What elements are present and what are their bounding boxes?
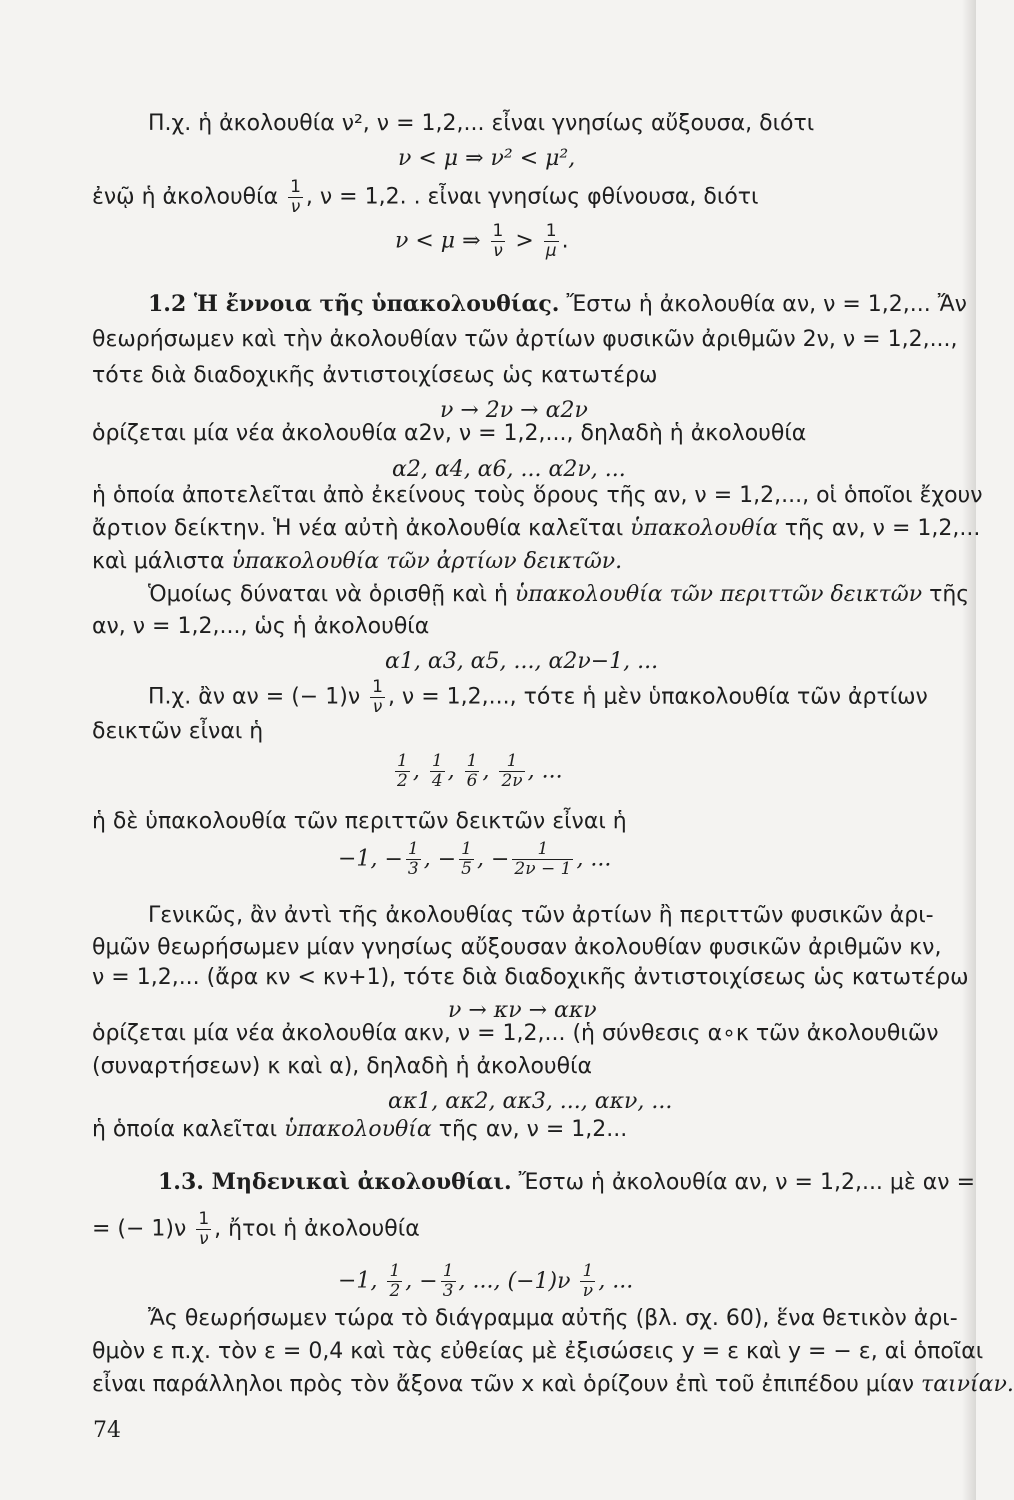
- formula-line: [338, 1262, 633, 1301]
- text-span: τῆς αν, ν = 1,2...: [438, 1117, 628, 1142]
- fraction-denominator: ν: [198, 1229, 209, 1249]
- text-line: [148, 290, 967, 319]
- fraction-numerator: 1: [499, 752, 524, 772]
- term-separator: ,: [458, 1268, 473, 1294]
- term-separator: ,: [370, 1268, 385, 1294]
- text-span: >: [515, 228, 534, 254]
- fraction: [512, 840, 573, 879]
- text-span: Ἔστω ἡ ἀκολουθία αν, ν = 1,2,... Ἄν: [566, 292, 967, 317]
- formula-line: [338, 840, 611, 879]
- fraction-denominator: 4: [431, 771, 443, 791]
- section-heading: 1.2 Ἡ ἔννοια τῆς ὑπακολουθίας.: [148, 291, 560, 317]
- sequence-term: ...: [472, 1268, 494, 1294]
- text-line: ἡ δὲ ὑπακολουθία τῶν περιττῶν δεικτῶν εἶναι ἡ: [92, 809, 627, 834]
- term-separator: ,: [423, 846, 438, 872]
- fraction: [441, 1262, 456, 1301]
- text-line: θμῶν θεωρήσωμεν μίαν γνησίως αὔξουσαν ἀκολουθίαν φυσικῶν ἀριθμῶν κν,: [92, 935, 942, 960]
- fraction-denominator: 6: [466, 771, 478, 791]
- text-line: [92, 548, 622, 576]
- fraction-denominator: μ: [545, 241, 557, 261]
- fraction-denominator: 2: [397, 771, 408, 791]
- sequence-term: [427, 751, 448, 791]
- text-span: τῆς: [929, 582, 970, 607]
- text-line: θμὸν ε π.χ. τὸν ε = 0,4 καὶ τὰς εὐθείας μὲ ἐξισώσεις y = ε καὶ y = − ε, αἱ ὁποῖαι: [92, 1339, 984, 1364]
- text-span: , ν = 1,2,..., τότε ἡ μὲν ὑπακολουθία τῶν ἀρτίων: [387, 684, 928, 710]
- sequence-term: − $\frac{1}{3}$: [419, 1261, 454, 1301]
- text-span: ν < μ ⇒: [395, 228, 481, 254]
- text-span: .: [561, 228, 569, 254]
- fraction-denominator: 3: [407, 859, 419, 879]
- fraction-numerator: 1: [290, 177, 301, 197]
- fraction: [499, 752, 524, 791]
- term-separator: ,: [370, 846, 385, 872]
- sequence-term: [392, 751, 413, 791]
- section-heading: 1.3. Μηδενικαὶ ἀκολουθίαι.: [158, 1169, 512, 1195]
- formula-line: α1, α3, α5, ..., α2ν−1, ...: [385, 649, 659, 674]
- fraction: [406, 840, 421, 879]
- formula-line: ν < μ ⇒ ν² < μ²,: [398, 146, 576, 171]
- fraction: [544, 222, 559, 261]
- fraction: [465, 752, 480, 791]
- term-separator: ,: [476, 846, 491, 872]
- fraction: [387, 1262, 402, 1301]
- fraction-numerator: 1: [466, 751, 478, 771]
- fraction-denominator: ν: [582, 1281, 594, 1301]
- term-separator: , ...: [576, 846, 612, 872]
- text-span: = (− 1)ν: [92, 1216, 187, 1242]
- fraction-numerator: 1: [431, 751, 443, 771]
- fraction: [491, 222, 506, 261]
- fraction: [395, 752, 410, 791]
- text-span: Ἔστω ἡ ἀκολουθία αν, ν = 1,2,... μὲ αν =: [518, 1170, 976, 1195]
- text-span: εἶναι παράλληλοι πρὸς τὸν ἄξονα τῶν x καὶ ὁρίζουν ἐπὶ τοῦ ἐπιπέδου μίαν: [92, 1372, 915, 1397]
- fraction-numerator: 1: [389, 1261, 401, 1281]
- fraction-denominator: 2: [389, 1281, 401, 1301]
- fraction: [580, 1262, 595, 1301]
- term-separator: ,: [405, 1268, 420, 1294]
- fraction-numerator: 1: [442, 1261, 454, 1281]
- sequence-term: − $\frac{1}{5}$: [437, 839, 472, 879]
- text-line: τότε διὰ διαδοχικῆς ἀντιστοιχίσεως ὡς κατωτέρω: [92, 363, 658, 388]
- sequence-term: − $\frac{1}{3}$: [384, 839, 419, 879]
- fraction-numerator: 1: [461, 839, 472, 859]
- fraction-denominator: ν: [290, 197, 301, 217]
- sequence-term: (−1)ν $\frac{1}{\nu}$: [507, 1261, 594, 1301]
- italic-term: ὑπακολουθία τῶν ἀρτίων δεικτῶν.: [231, 549, 623, 574]
- fraction-denominator: ν: [493, 241, 503, 261]
- sequence-term: [496, 751, 527, 791]
- text-line: [148, 678, 928, 717]
- fraction-denominator: ν: [372, 697, 383, 717]
- sequence-term: [384, 1261, 405, 1301]
- fraction-numerator: 1: [407, 839, 419, 859]
- text-span: Ὁμοίως δύναται νὰ ὁρισθῇ καὶ ἡ: [148, 582, 508, 607]
- formula-line: [395, 222, 569, 261]
- formula-line: [392, 752, 563, 791]
- fraction-denominator: 3: [442, 1281, 454, 1301]
- text-line: ὁρίζεται μία νέα ἀκολουθία α2ν, ν = 1,2,..., δηλαδὴ ἡ ἀκολουθία: [92, 421, 807, 446]
- italic-term: ὑπακολουθία: [284, 1117, 432, 1142]
- text-span: τῆς αν, ν = 1,2,...: [784, 516, 981, 541]
- sequence-term: [462, 751, 483, 791]
- fraction-numerator: 1: [198, 1209, 210, 1229]
- text-span: καὶ μάλιστα: [92, 549, 225, 574]
- text-line: ὁρίζεται μία νέα ἀκολουθία ακν, ν = 1,2,... (ἡ σύνθεσις α∘κ τῶν ἀκολουθιῶν: [92, 1021, 939, 1046]
- formula-line: ακ1, ακ2, ακ3, ..., ακν, ...: [388, 1089, 673, 1114]
- text-line: ἡ ὁποία ἀποτελεῖται ἀπὸ ἐκείνους τοὺς ὅρους τῆς αν, ν = 1,2,..., οἱ ὁποῖοι ἔχουν: [92, 483, 983, 508]
- text-line: [92, 1116, 627, 1144]
- term-separator: ,: [412, 758, 427, 784]
- formula-line: α2, α4, α6, ... α2ν, ...: [392, 457, 626, 482]
- text-line: [92, 178, 758, 217]
- text-line: δεικτῶν εἶναι ἡ: [92, 719, 264, 744]
- fraction: [430, 752, 445, 791]
- fraction-numerator: 1: [492, 221, 504, 241]
- sequence-term: − $\frac{1}{2\nu - 1}$: [490, 839, 572, 879]
- fraction-numerator: 1: [372, 677, 383, 697]
- fraction: [370, 678, 385, 717]
- text-span: , ἤτοι ἡ ἀκολουθία: [214, 1216, 420, 1242]
- sequence-term: −1: [338, 1268, 371, 1294]
- term-separator: , ...: [527, 758, 563, 784]
- text-line: [92, 515, 980, 543]
- text-span: ἐνῷ ἡ ἀκολουθία: [92, 184, 279, 210]
- text-line: (συναρτήσεων) κ καὶ α), δηλαδὴ ἡ ἀκολουθία: [92, 1054, 593, 1079]
- fraction-numerator: 1: [545, 221, 557, 241]
- text-line: αν, ν = 1,2,..., ὡς ἡ ἀκολουθία: [92, 614, 430, 639]
- term-separator: , ...: [598, 1268, 634, 1294]
- fraction-denominator: 2ν − 1: [514, 859, 572, 879]
- text-line: [148, 581, 969, 609]
- text-line: Π.χ. ἡ ἀκολουθία ν², ν = 1,2,... εἶναι γνησίως αὔξουσα, διότι: [148, 111, 815, 136]
- text-line: Ἄς θεωρήσωμεν τώρα τὸ διάγραμμα αὐτῆς (βλ. σχ. 60), ἕνα θετικὸν ἀρι-: [148, 1306, 958, 1331]
- text-line: [92, 1210, 420, 1249]
- text-span: , ν = 1,2. . εἶναι γνησίως φθίνουσα, διότι: [305, 184, 759, 210]
- text-line: Γενικῶς, ἂν ἀντὶ τῆς ἀκολουθίας τῶν ἀρτίων ἢ περιττῶν φυσικῶν ἀρι-: [148, 903, 934, 928]
- formula-line: ν → κν → ακν: [448, 998, 597, 1023]
- term-separator: ,: [482, 758, 497, 784]
- italic-term: ὑπακολουθία τῶν περιττῶν δεικτῶν: [514, 582, 923, 607]
- fraction-numerator: 1: [512, 840, 573, 860]
- text-line: θεωρήσωμεν καὶ τὴν ἀκολουθίαν τῶν ἀρτίων φυσικῶν ἀριθμῶν 2ν, ν = 1,2,...,: [92, 327, 958, 352]
- fraction: [196, 1210, 211, 1249]
- text-span: Π.χ. ἂν αν = (− 1)ν: [148, 684, 361, 710]
- formula-line: ν → 2ν → α2ν: [440, 398, 588, 423]
- fraction-numerator: 1: [582, 1261, 594, 1281]
- italic-term: ὑπακολουθία: [630, 516, 778, 541]
- page-number: 74: [93, 1418, 121, 1443]
- term-separator: ,: [447, 758, 462, 784]
- italic-term: ταινίαν.: [921, 1372, 1014, 1397]
- text-line: [92, 1371, 1014, 1399]
- fraction: [288, 178, 303, 217]
- text-span: ἄρτιον δείκτην. Ἡ νέα αὐτὴ ἀκολουθία καλεῖται: [92, 516, 624, 541]
- fraction-denominator: 5: [461, 859, 472, 879]
- term-separator: ,: [493, 1268, 508, 1294]
- fraction-denominator: 2ν: [501, 771, 523, 791]
- page-edge-shadow: [962, 0, 976, 1500]
- text-span: ἡ ὁποία καλεῖται: [92, 1117, 278, 1142]
- text-line: ν = 1,2,... (ἄρα κν < κν+1), τότε διὰ διαδοχικῆς ἀντιστοιχίσεως ὡς κατωτέρω: [92, 965, 969, 990]
- sequence-term: −1: [338, 846, 371, 872]
- fraction-numerator: 1: [397, 751, 408, 771]
- text-line: [158, 1168, 975, 1197]
- fraction: [459, 840, 474, 879]
